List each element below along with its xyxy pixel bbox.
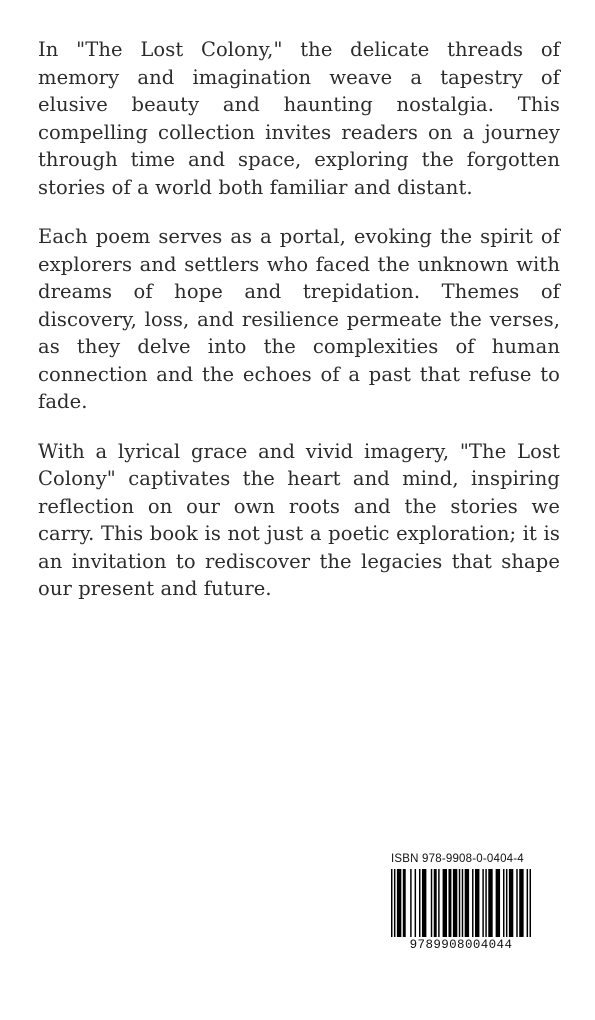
- barcode-bar-2: [397, 869, 401, 937]
- isbn-barcode: [391, 852, 531, 957]
- blurb-paragraph-2: Each poem serves as a portal, evoking the spirit of explorers and settlers who faced the unknown with dreams of hope and trepidation. Themes of discovery, loss, and resilience permeate the verses, as they delve into the complexities of human connection and the echoes of a past that refuse to fade.: [38, 225, 560, 413]
- barcode-bar-0: [391, 869, 392, 937]
- barcode-bar-21: [488, 869, 492, 937]
- barcode-bar-25: [509, 869, 513, 937]
- barcode-bar-22: [496, 869, 500, 937]
- barcode-bar-19: [482, 869, 483, 937]
- barcode-bar-1: [394, 869, 395, 937]
- barcode-bars: [391, 869, 531, 937]
- blurb-paragraph-1: In "The Lost Colony," the delicate threads of memory and imagination weave a tapestry of elusive beauty and haunting nostalgia. This compelling collection invites readers on a journey through time and space, exploring the forgotten stories of a world both familiar and distant.: [38, 38, 560, 199]
- barcode-bar-5: [415, 869, 416, 937]
- barcode-bar-24: [506, 869, 507, 937]
- barcode-bar-18: [475, 869, 479, 937]
- barcode-bar-7: [422, 869, 426, 937]
- barcode-bar-14: [459, 869, 460, 937]
- blurb-paragraph-3: With a lyrical grace and vivid imagery, "The Lost Colony" captivates the heart and mind, inspiring reflection on our own roots and the stories we carry. This book is not just a poetic exploration; it is an invitation to rediscover the legacies that shape our present and future.: [38, 439, 560, 600]
- barcode-bar-13: [453, 869, 457, 937]
- barcode-bar-16: [465, 869, 469, 937]
- barcode-bar-27: [519, 869, 523, 937]
- barcode-bar-26: [516, 869, 517, 937]
- barcode-bar-20: [485, 869, 486, 937]
- barcode-bar-6: [419, 869, 420, 937]
- barcode-bar-3: [403, 869, 406, 937]
- barcode-number: 9789908004044: [409, 938, 513, 952]
- barcode-bar-8: [431, 869, 432, 937]
- barcode-bar-10: [438, 869, 439, 937]
- barcode-bar-4: [410, 869, 411, 937]
- barcode-bar-17: [472, 869, 473, 937]
- barcode-bar-11: [443, 869, 447, 937]
- barcode-bar-15: [462, 869, 463, 937]
- barcode-bar-29: [530, 869, 531, 937]
- barcode-bar-12: [448, 869, 451, 937]
- isbn-label: ISBN 978-9908-0-0404-4: [391, 853, 524, 865]
- back-cover-blurb: [38, 36, 560, 625]
- barcode-bar-23: [503, 869, 504, 937]
- barcode-bar-9: [434, 869, 437, 937]
- barcode-bar-28: [527, 869, 528, 937]
